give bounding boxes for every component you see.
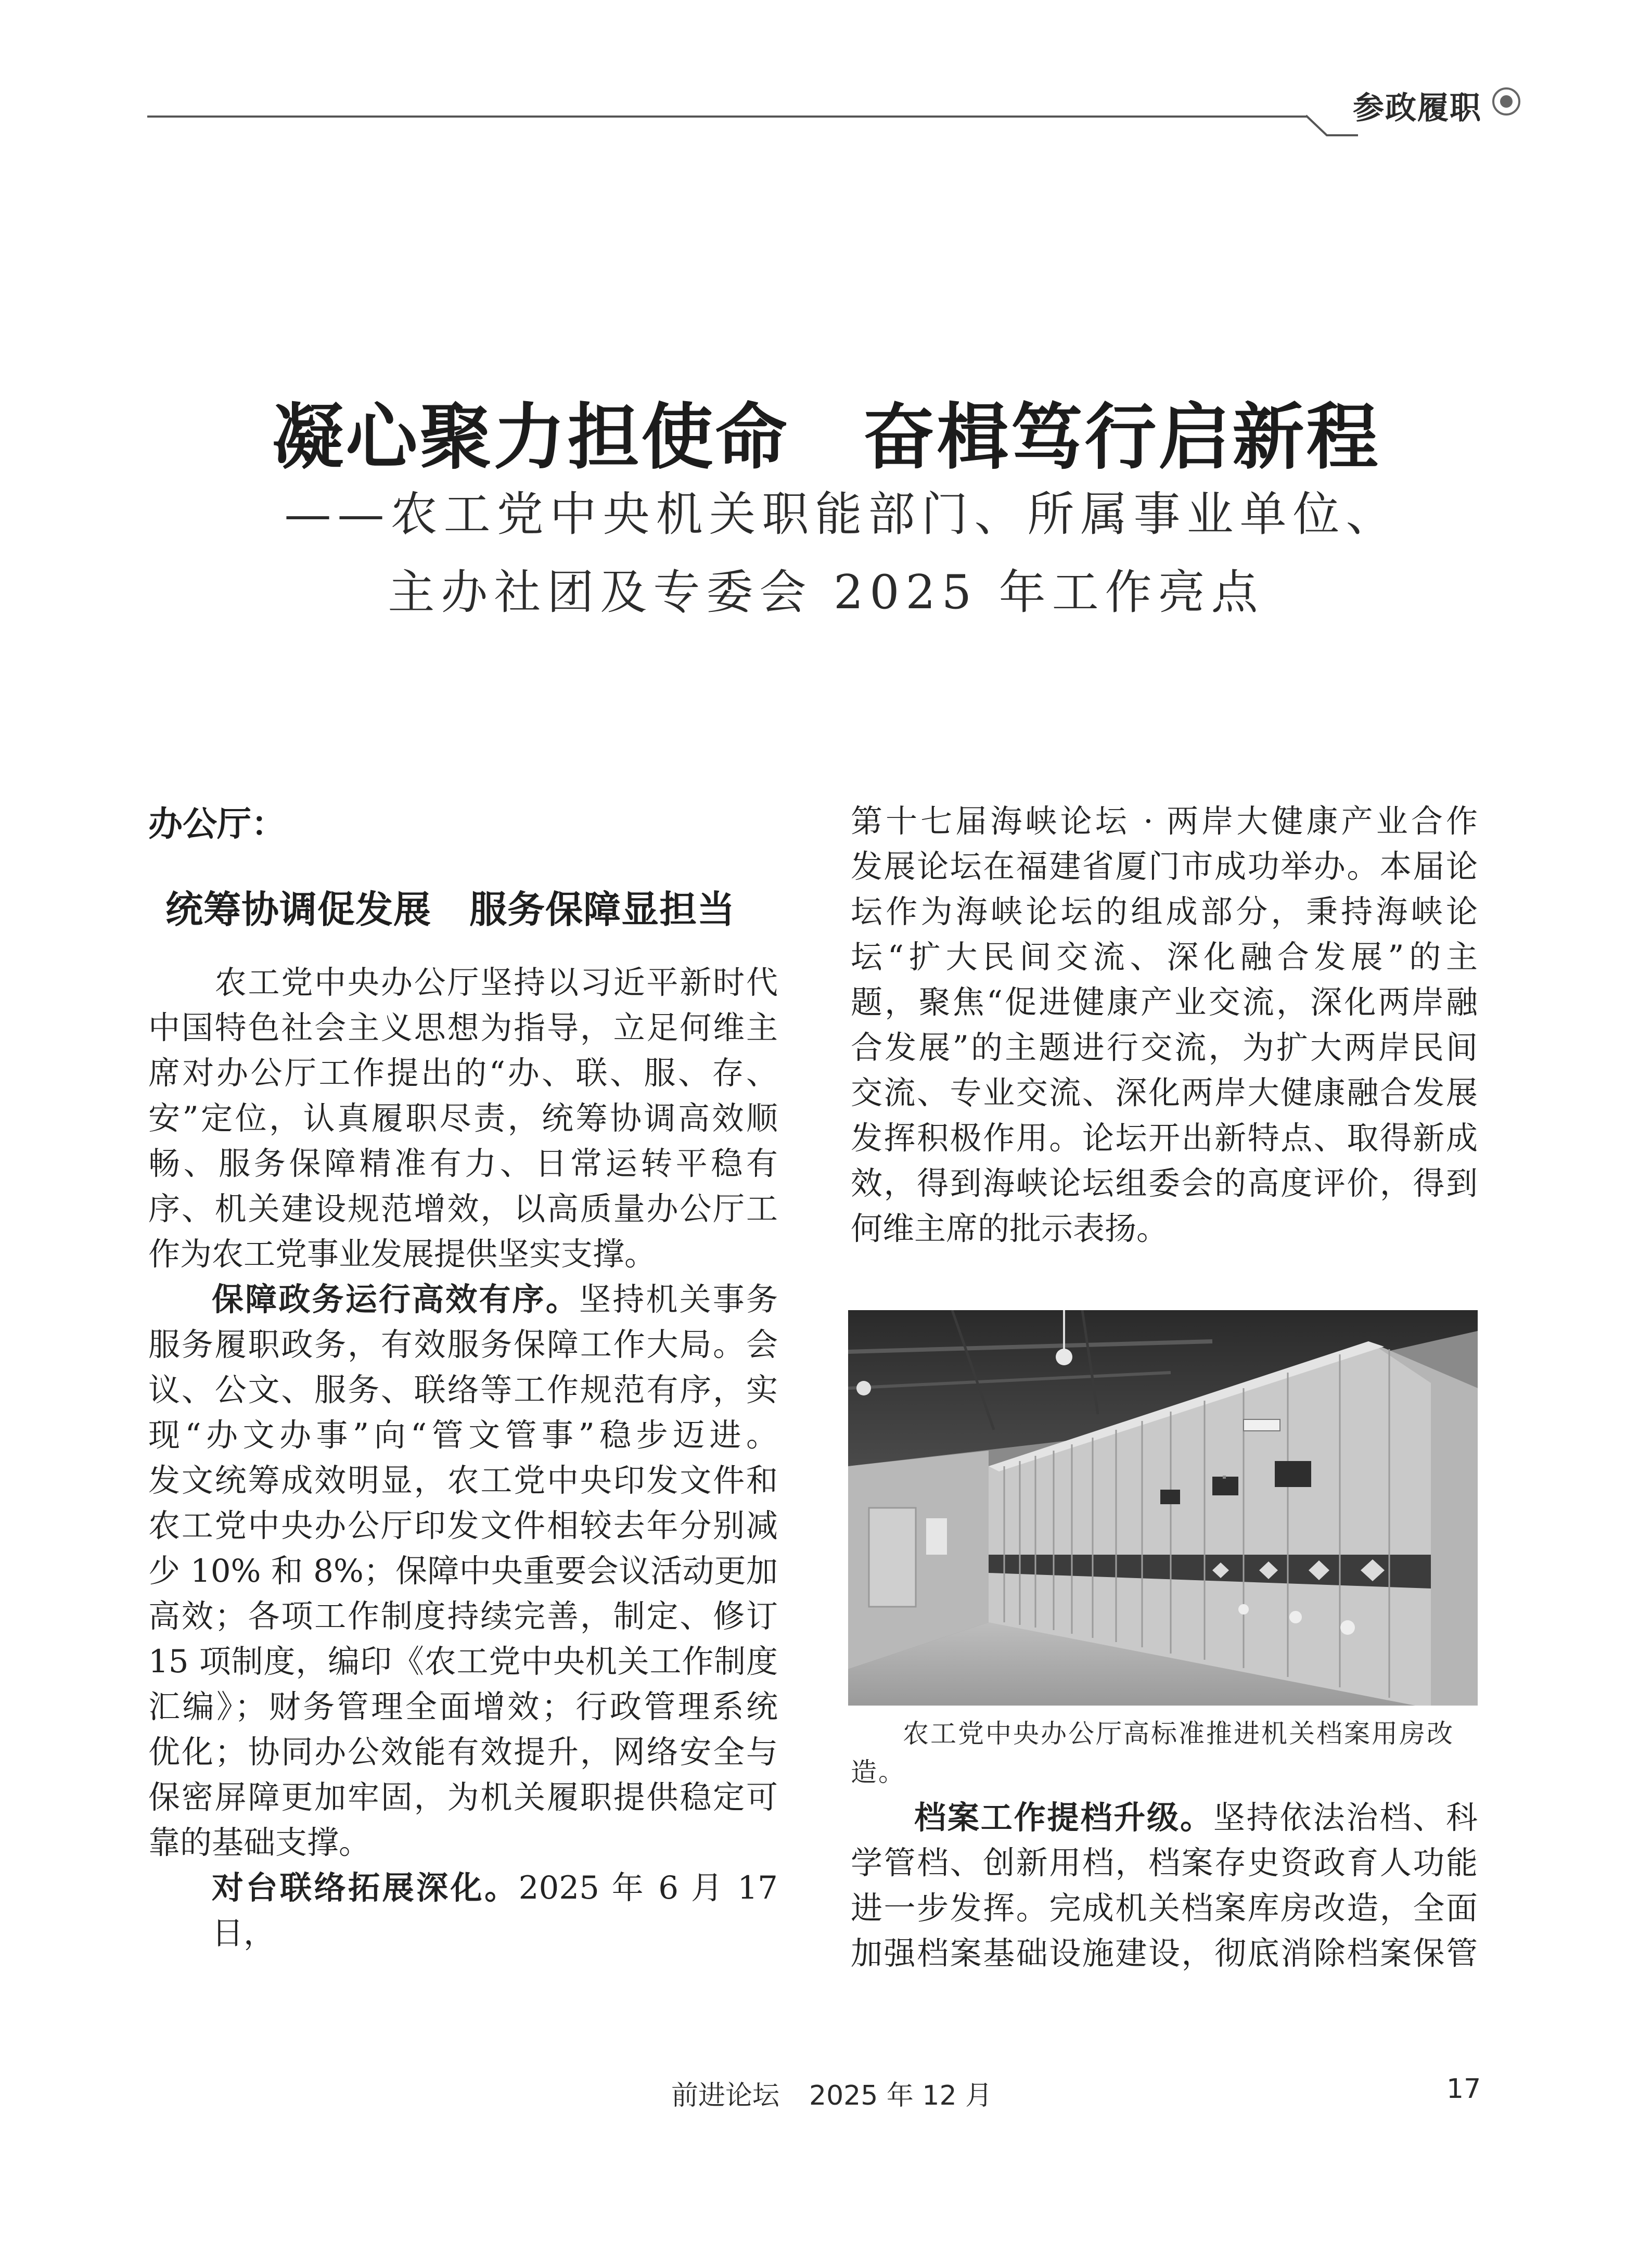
- page-number: 17: [1446, 2073, 1481, 2105]
- text-run: 坚持机关事务: [579, 1281, 778, 1318]
- text-line: 优化；协同办公效能有效提升，网络安全与: [148, 1734, 778, 1771]
- text-line: 农工党中央办公厅坚持以习近平新时代: [148, 964, 778, 1001]
- text-line: 坛“扩大民间交流、深化融合发展”的主: [851, 939, 1478, 976]
- text-run: 2025 年 6 月 17 日，: [212, 1869, 778, 1952]
- section-heading: 办公厅：: [148, 804, 286, 844]
- text-line: 序、机关建设规范增效，以高质量办公厅工: [148, 1190, 778, 1227]
- text-line: 汇编》；财务管理全面增效；行政管理系统: [148, 1688, 778, 1725]
- right-column-bottom: [851, 1795, 1478, 1976]
- text-line: 发展论坛在福建省厦门市成功举办。本届论: [851, 848, 1478, 885]
- text-line: 靠的基础支撑。: [148, 1824, 371, 1861]
- article-subtitle-line1: ——农工党中央机关职能部门、所属事业单位、: [284, 487, 1399, 542]
- paragraph-lead: 档案工作提档升级。: [914, 1799, 1213, 1836]
- text-line: 中国特色社会主义思想为指导，立足何维主: [148, 1009, 778, 1046]
- text-line: 现“办文办事”向“管文管事”稳步迈进。: [148, 1417, 778, 1454]
- text-run: 坚持依法治档、科: [1213, 1799, 1478, 1836]
- text-line: [851, 1795, 1478, 1840]
- paragraph-lead: 对台联络拓展深化。: [212, 1869, 519, 1906]
- text-line: 席对办公厅工作提出的“办、联、服、存、: [148, 1055, 778, 1092]
- text-line: 何维主席的批示表扬。: [851, 1210, 1169, 1247]
- text-line: 坛作为海峡论坛的组成部分，秉持海峡论: [851, 893, 1478, 930]
- archive-room-photo: [848, 1310, 1478, 1706]
- section-label: 参政履职: [1353, 90, 1482, 126]
- magazine-name: 前进论坛: [671, 2080, 780, 2111]
- text-line: 发挥积极作用。论坛开出新特点、取得新成: [851, 1120, 1478, 1157]
- left-column: [148, 960, 778, 1956]
- text-line: 题，聚焦“促进健康产业交流，深化两岸融: [851, 984, 1478, 1021]
- photo-caption: 农工党中央办公厅高标准推进机关档案用房改造。: [851, 1719, 1454, 1787]
- text-line: 交流、专业交流、深化两岸大健康融合发展: [851, 1074, 1478, 1111]
- paragraph-lead: 保障政务运行高效有序。: [212, 1281, 580, 1318]
- target-icon: [1492, 87, 1520, 116]
- article-title: 凝心聚力担使命 奋楫笃行启新程: [272, 395, 1380, 479]
- text-line: 议、公文、服务、联络等工作规范有序，实: [148, 1372, 778, 1408]
- text-line: 农工党中央办公厅印发文件相较去年分别减: [148, 1507, 778, 1544]
- header-rule: [147, 116, 1308, 118]
- text-line: 保密屏障更加牢固，为机关履职提供稳定可: [148, 1779, 778, 1816]
- text-line: 作为农工党事业发展提供坚实支撑。: [148, 1236, 657, 1273]
- text-line: 加强档案基础设施建设，彻底消除档案保管: [851, 1935, 1478, 1972]
- text-line: 发文统筹成效明显，农工党中央印发文件和: [148, 1462, 778, 1499]
- text-line: 高效；各项工作制度持续完善，制定、修订: [148, 1598, 778, 1635]
- section-headline: 统筹协调促发展 服务保障显担当: [165, 888, 736, 931]
- right-column-top: [851, 799, 1478, 1251]
- text-line: 安”定位，认真履职尽责，统筹协调高效顺: [148, 1100, 778, 1137]
- text-line: 15 项制度，编印《农工党中央机关工作制度: [148, 1643, 778, 1680]
- issue-date: 2025 年 12 月: [809, 2080, 993, 2111]
- text-line: 服务履职政务，有效服务保障工作大局。会: [148, 1326, 778, 1363]
- text-line: [148, 1277, 778, 1322]
- text-line: 进一步发挥。完成机关档案库房改造，全面: [851, 1890, 1478, 1927]
- text-line: 学管档、创新用档，档案存史资政育人功能: [851, 1844, 1478, 1881]
- text-line: 效，得到海峡论坛组委会的高度评价，得到: [851, 1165, 1478, 1202]
- article-subtitle-line2: 主办社团及专委会 2025 年工作亮点: [388, 565, 1264, 620]
- text-line: 合发展”的主题进行交流，为扩大两岸民间: [851, 1029, 1478, 1066]
- text-line: [148, 1865, 778, 1956]
- text-line: 畅、服务保障精准有力、日常运转平稳有: [148, 1145, 778, 1182]
- text-line: 第十七届海峡论坛 · 两岸大健康产业合作: [851, 803, 1478, 840]
- text-line: 少 10% 和 8%；保障中央重要会议活动更加: [148, 1553, 778, 1590]
